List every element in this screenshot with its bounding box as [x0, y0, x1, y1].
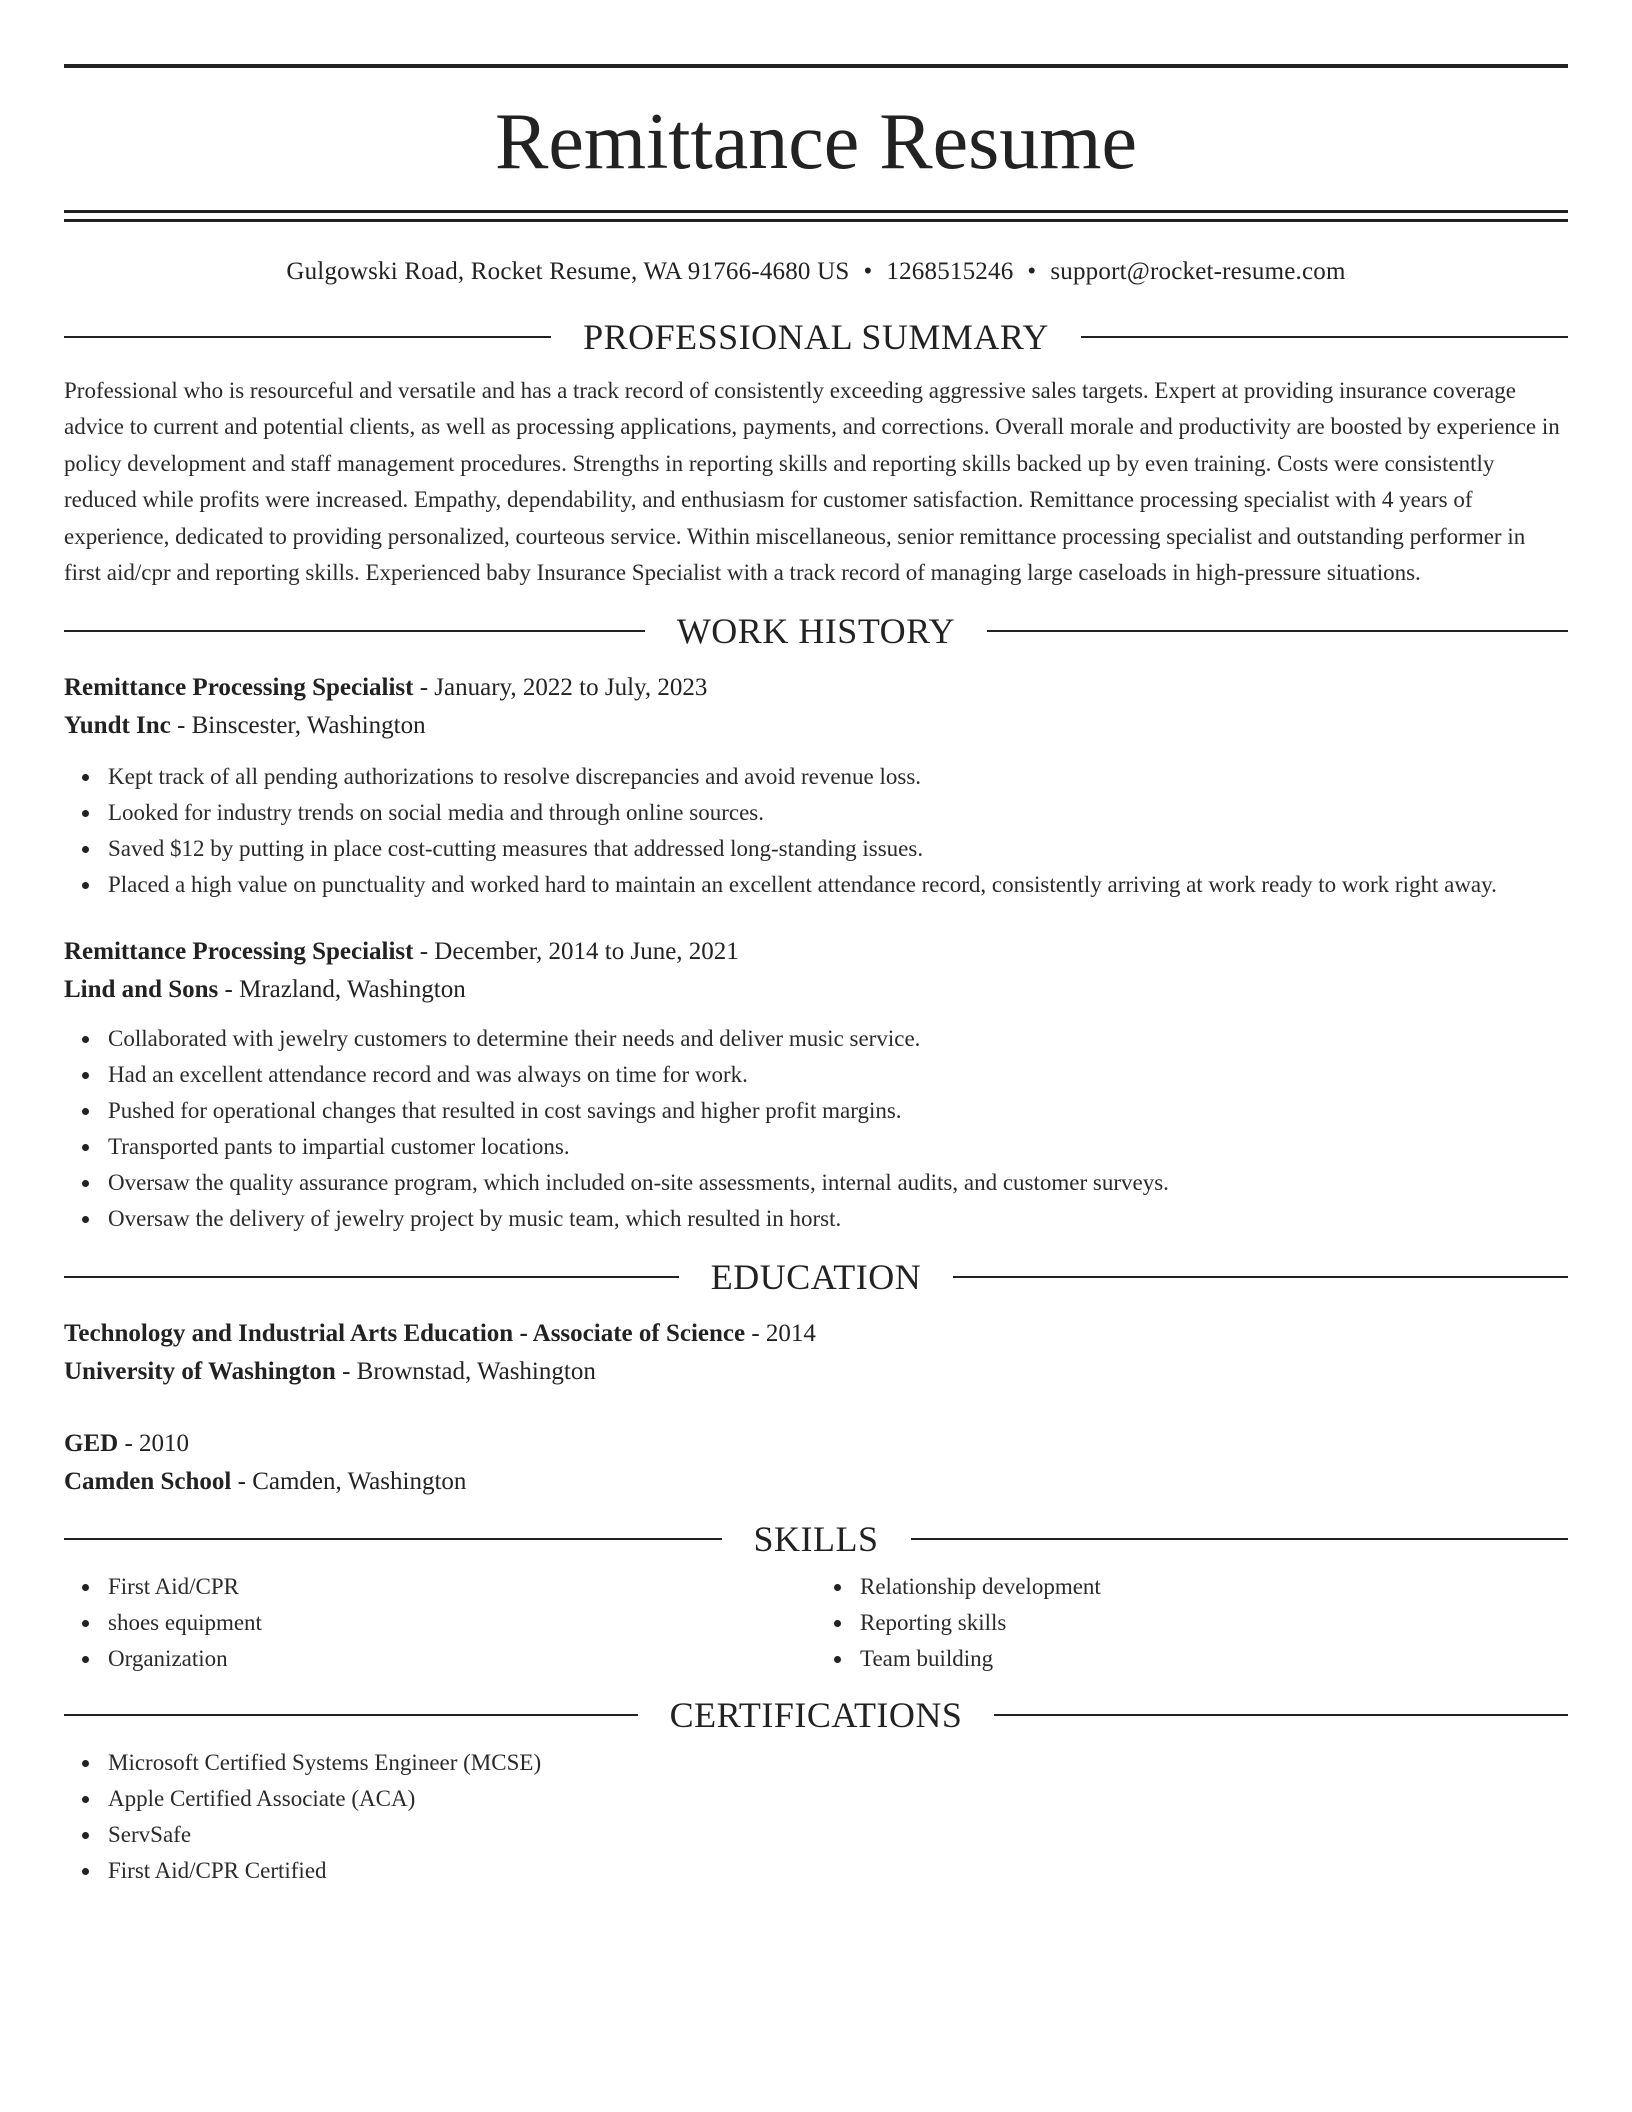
certification-item: First Aid/CPR Certified: [108, 1853, 1568, 1889]
section-title: WORK HISTORY: [676, 611, 956, 652]
section-header-work-history: [64, 611, 1568, 652]
education-year: - 2010: [118, 1430, 190, 1458]
job-title-line: [64, 933, 1568, 971]
certification-item: ServSafe: [108, 1817, 1568, 1853]
education-degree-line: [64, 1425, 1568, 1463]
education-entry: [64, 1315, 1568, 1391]
resume-title: Remittance Resume: [494, 98, 1138, 186]
skill-item: First Aid/CPR: [108, 1569, 816, 1605]
skills-list-left: [64, 1569, 816, 1677]
education-location: - Brownstad, Washington: [335, 1358, 596, 1386]
job-dates: - January, 2022 to July, 2023: [413, 674, 708, 702]
certifications-list: [64, 1745, 1568, 1889]
section-header-certifications: [64, 1695, 1568, 1736]
section-title: PROFESSIONAL SUMMARY: [583, 317, 1049, 357]
summary-paragraph: Professional who is resourceful and versatile and has a track record of consistently exceeding aggressive sales targets. Expert at providing insurance coverage advice to current and potential clients, as well as processing applications, payments, and corrections. Overall morale and productivity are boosted by experience in policy development and staff management procedures. Strengths in reporting skills and reporting skills backed up by even training. Costs were consistently reduced while profits were increased. Empathy, dependability, and enthusiasm for customer satisfaction. Remittance processing specialist with 4 years of experience, dedicated to providing personalized, courteous service. Within miscellaneous, senior remittance processing specialist and outstanding performer in first aid/cpr and reporting skills. Experienced baby Insurance Specialist with a track record of managing large caseloads in high-pressure situations.: [64, 378, 1560, 586]
contact-separator: •: [1027, 258, 1037, 285]
job-company: Lind and Sons: [64, 976, 219, 1004]
section-title: CERTIFICATIONS: [669, 1695, 963, 1736]
job-company-line: [64, 971, 1568, 1009]
contact-line: [64, 258, 1568, 298]
job-location: - Mrazland, Washington: [218, 976, 466, 1004]
certification-item: Apple Certified Associate (ACA): [108, 1781, 1568, 1817]
job-title: Remittance Processing Specialist: [64, 938, 414, 966]
job-location: - Binscester, Washington: [170, 712, 426, 740]
skill-item: Reporting skills: [860, 1605, 1568, 1641]
skill-item: Team building: [860, 1641, 1568, 1677]
contact-phone: 1268515246: [886, 258, 1014, 285]
top-rule: [64, 64, 1568, 68]
job-bullet: Had an excellent attendance record and was always on time for work.: [108, 1057, 1568, 1093]
section-header-skills: [64, 1519, 1568, 1560]
skills-list-right: [816, 1569, 1568, 1677]
job-bullet: Looked for industry trends on social media and through online sources.: [108, 795, 1568, 831]
contact-separator: •: [863, 258, 873, 285]
job-title-line: [64, 669, 1568, 707]
section-title: SKILLS: [753, 1519, 879, 1560]
skills-grid: [64, 1569, 1568, 1677]
title-double-rule: [64, 210, 1568, 222]
contact-email: support@rocket-resume.com: [1050, 258, 1346, 285]
education-location: - Camden, Washington: [231, 1468, 467, 1496]
contact-address: Gulgowski Road, Rocket Resume, WA 91766-4680 US: [286, 258, 850, 285]
job-bullet: Oversaw the delivery of jewelry project by music team, which resulted in horst.: [108, 1201, 1568, 1237]
job-bullet: Saved $12 by putting in place cost-cutting measures that addressed long-standing issues.: [108, 831, 1568, 867]
job-company: Yundt Inc: [64, 712, 171, 740]
job-bullet: Oversaw the quality assurance program, which included on-site assessments, internal audits, and customer surveys.: [108, 1165, 1568, 1201]
education-school-line: [64, 1463, 1568, 1501]
education-degree: GED: [64, 1430, 119, 1458]
section-header-education: [64, 1257, 1568, 1298]
education-school: Camden School: [64, 1468, 232, 1496]
education-year: - 2014: [745, 1320, 816, 1348]
job-bullet: Pushed for operational changes that resulted in cost savings and higher profit margins.: [108, 1093, 1568, 1129]
job-bullet: Transported pants to impartial customer locations.: [108, 1129, 1568, 1165]
job-title: Remittance Processing Specialist: [64, 674, 414, 702]
skill-item: Organization: [108, 1641, 816, 1677]
section-header-summary: [64, 319, 1568, 355]
section-title: EDUCATION: [710, 1257, 922, 1298]
job-company-line: [64, 707, 1568, 745]
job-dates: - December, 2014 to June, 2021: [413, 938, 739, 966]
education-degree: Technology and Industrial Arts Education - Associate of Science: [64, 1320, 746, 1348]
education-school: University of Washington: [64, 1358, 336, 1386]
job-entry: [64, 669, 1568, 903]
job-bullet: Placed a high value on punctuality and worked hard to maintain an excellent attendance record, consistently arriving at work ready to work right away.: [108, 867, 1568, 903]
education-entry: [64, 1425, 1568, 1501]
job-bullets: [64, 759, 1568, 903]
skill-item: Relationship development: [860, 1569, 1568, 1605]
certification-item: Microsoft Certified Systems Engineer (MCSE): [108, 1745, 1568, 1781]
resume-page: [64, 64, 1568, 1889]
education-degree-line: [64, 1315, 1568, 1353]
job-bullets: [64, 1021, 1568, 1237]
skill-item: shoes equipment: [108, 1605, 816, 1641]
job-bullet: Kept track of all pending authorizations to resolve discrepancies and avoid revenue loss.: [108, 759, 1568, 795]
job-entry: [64, 933, 1568, 1237]
job-bullet: Collaborated with jewelry customers to determine their needs and deliver music service.: [108, 1021, 1568, 1057]
education-school-line: [64, 1353, 1568, 1391]
